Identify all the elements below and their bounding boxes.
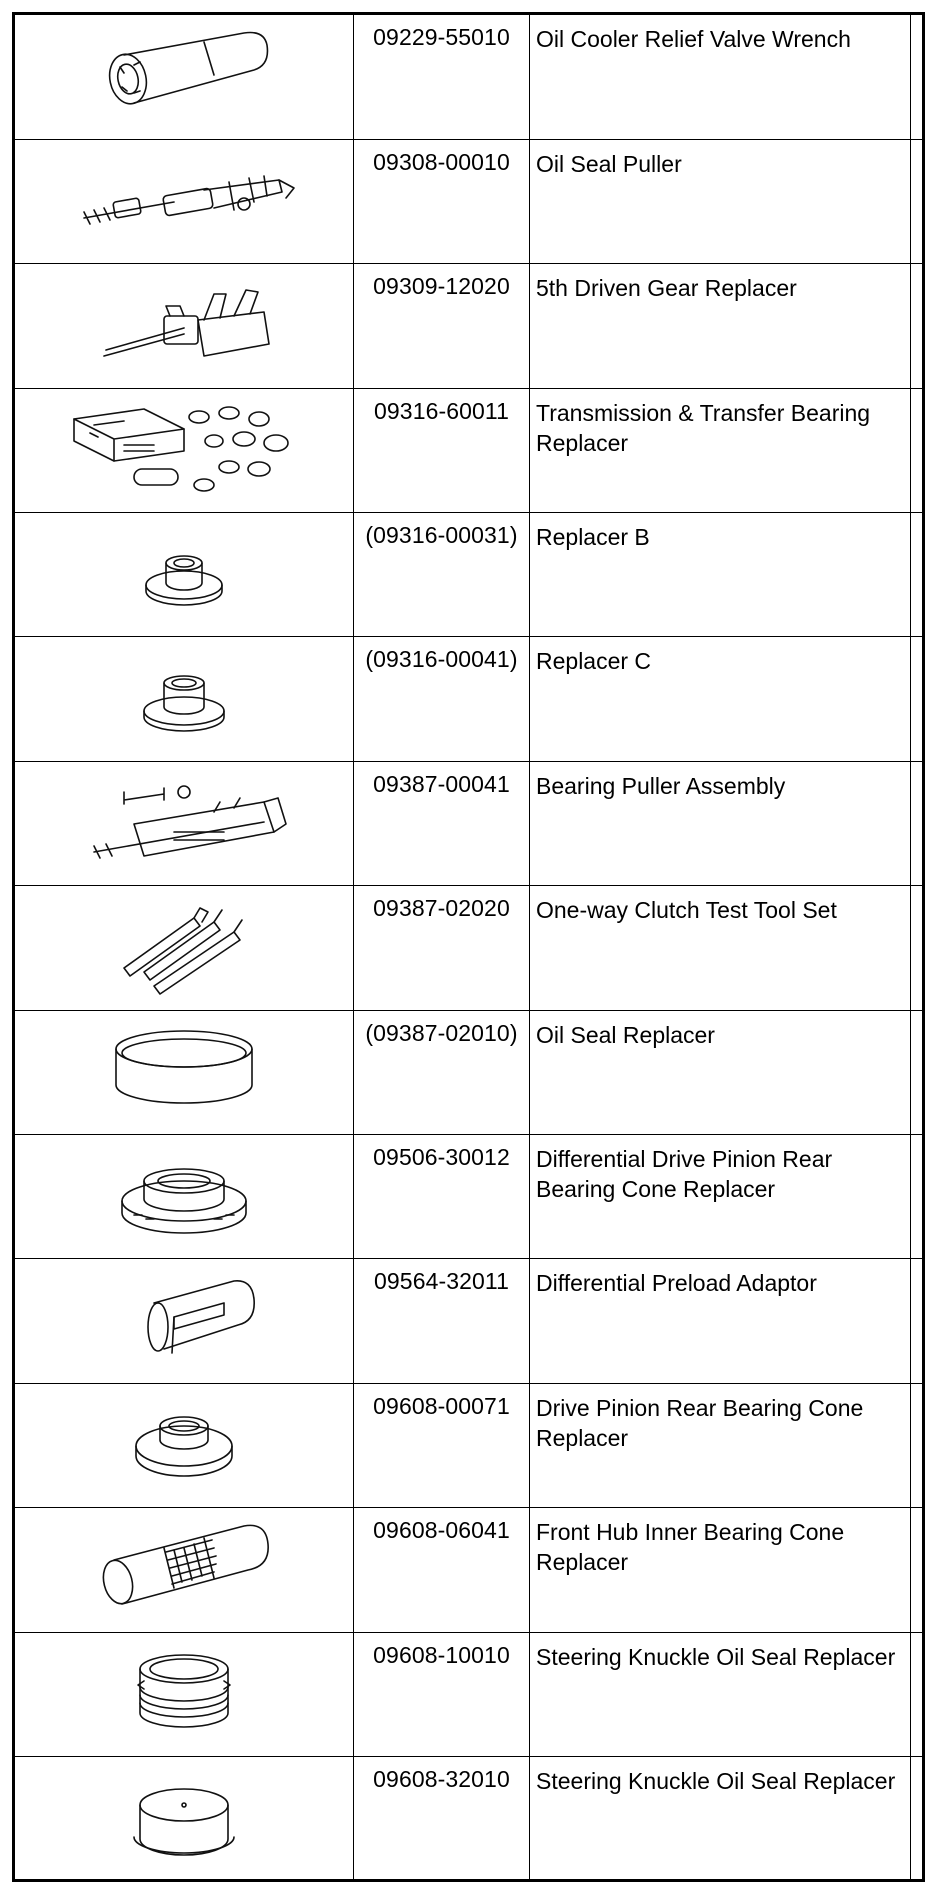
part-number: 09229-55010	[354, 15, 530, 139]
table-row	[15, 761, 922, 885]
clutch-test-tool-icon	[84, 886, 284, 1001]
table-row	[15, 264, 922, 388]
tool-description: Front Hub Inner Bearing Cone Replacer	[530, 1508, 911, 1632]
tool-illustration-cell	[15, 761, 354, 885]
table-row	[15, 1135, 922, 1259]
tool-description: Bearing Puller Assembly	[530, 761, 911, 885]
part-number: 09506-30012	[354, 1135, 530, 1259]
gear-replacer-icon	[64, 264, 304, 374]
tool-description: Transmission & Transfer Bearing Replacer	[530, 388, 911, 512]
tool-illustration-cell	[15, 513, 354, 637]
table-row	[15, 1508, 922, 1632]
table-row	[15, 139, 922, 263]
part-number: 09608-00071	[354, 1383, 530, 1507]
tool-description: Differential Preload Adaptor	[530, 1259, 911, 1383]
knurled-cylinder-icon	[74, 1508, 294, 1623]
part-number: 09608-10010	[354, 1632, 530, 1756]
bearing-puller-icon	[64, 762, 304, 877]
tool-illustration-cell	[15, 1135, 354, 1259]
stepped-disc-icon	[94, 1135, 274, 1250]
tool-illustration-cell	[15, 1632, 354, 1756]
table-row	[15, 1632, 922, 1756]
table-row	[15, 637, 922, 761]
part-number: 09608-06041	[354, 1508, 530, 1632]
part-number: (09316-00031)	[354, 513, 530, 637]
part-number: 09316-60011	[354, 388, 530, 512]
bearing-replacer-set-icon	[54, 389, 314, 504]
tool-illustration-cell	[15, 1010, 354, 1134]
tool-illustration-cell	[15, 1259, 354, 1383]
part-number: 09387-02020	[354, 886, 530, 1010]
tool-description: Replacer C	[530, 637, 911, 761]
part-number: (09316-00041)	[354, 637, 530, 761]
tool-illustration-cell	[15, 1756, 354, 1880]
part-number: (09387-02010)	[354, 1010, 530, 1134]
tool-description: Steering Knuckle Oil Seal Replacer	[530, 1756, 911, 1880]
tool-illustration-cell	[15, 637, 354, 761]
tool-description: Differential Drive Pinion Rear Bearing Cone Replacer	[530, 1135, 911, 1259]
slotted-sleeve-icon	[84, 1259, 284, 1374]
table-row	[15, 886, 922, 1010]
tool-illustration-cell	[15, 1508, 354, 1632]
slide-hammer-puller-icon	[54, 140, 314, 250]
socket-wrench-icon	[64, 15, 304, 125]
tool-description: One-way Clutch Test Tool Set	[530, 886, 911, 1010]
part-number: 09308-00010	[354, 139, 530, 263]
tool-illustration-cell	[15, 1383, 354, 1507]
table-row	[15, 388, 922, 512]
replacer-collar-icon	[124, 637, 244, 747]
tool-description: Steering Knuckle Oil Seal Replacer	[530, 1632, 911, 1756]
tool-description: Oil Cooler Relief Valve Wrench	[530, 15, 911, 139]
special-tools-table	[12, 12, 925, 1882]
tool-illustration-cell	[15, 139, 354, 263]
ring-replacer-icon	[84, 1011, 284, 1126]
part-number: 09564-32011	[354, 1259, 530, 1383]
part-number: 09387-00041	[354, 761, 530, 885]
replacer-collar-icon	[124, 513, 244, 623]
seal-cup-icon	[104, 1757, 264, 1872]
table-row	[15, 15, 922, 139]
tool-description: Drive Pinion Rear Bearing Cone Replacer	[530, 1383, 911, 1507]
tool-description: Oil Seal Replacer	[530, 1010, 911, 1134]
tool-illustration-cell	[15, 886, 354, 1010]
table-row	[15, 1756, 922, 1880]
tool-illustration-cell	[15, 15, 354, 139]
part-number: 09608-32010	[354, 1756, 530, 1880]
threaded-ring-icon	[104, 1633, 264, 1748]
tool-description: Oil Seal Puller	[530, 139, 911, 263]
tool-description: 5th Driven Gear Replacer	[530, 264, 911, 388]
tool-description: Replacer B	[530, 513, 911, 637]
tool-illustration-cell	[15, 388, 354, 512]
table-row	[15, 1383, 922, 1507]
table-row	[15, 513, 922, 637]
part-number: 09309-12020	[354, 264, 530, 388]
tool-illustration-cell	[15, 264, 354, 388]
cone-replacer-icon	[104, 1384, 264, 1499]
table-row	[15, 1259, 922, 1383]
table-row	[15, 1010, 922, 1134]
